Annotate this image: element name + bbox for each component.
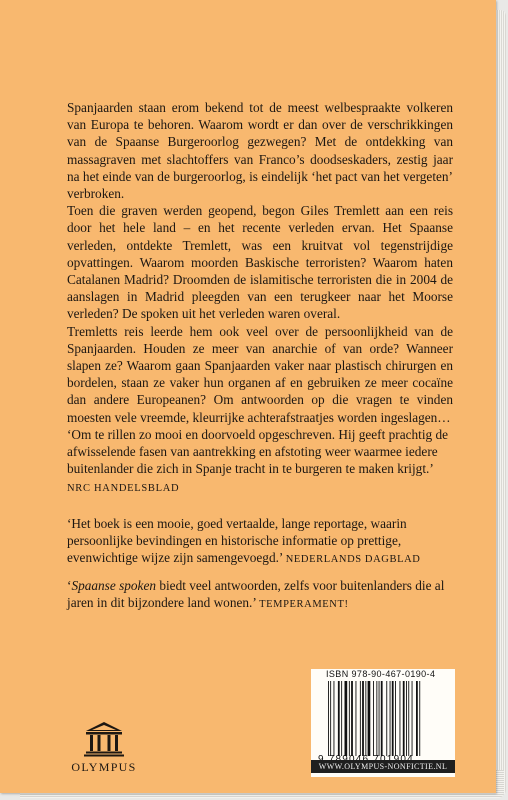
quote-text: biedt veel antwoorden, zelfs voor buitenlanders die al jaren in dit bijzondere land wonen.’ <box>67 578 445 611</box>
quote-source: NEDERLANDS DAGBLAD <box>285 554 421 566</box>
quote-source: TEMPERAMENT! <box>259 599 349 611</box>
quote-source: NRC HANDELSBLAD <box>67 482 180 494</box>
blurb-paragraph-2: Toen die graven werden geopend, begon Giles Tremlett aan een reis door het hele land – en het recente verleden ervan. Het Spaanse verleden, ontdekte Tremlett, was een kruitvat vol tegenstrijdige opvattingen. Waarom moorden Baskische terroristen? Waarom haten Catalanen Madrid? Droomden de islamitische terroristen die in 2004 de aanslagen in Madrid pleegden van een terugkeer naar het Moorse verleden? De spoken uit het verleden waren overal. <box>67 203 453 322</box>
review-quote-2 <box>67 515 453 569</box>
barcode <box>326 681 442 756</box>
review-quote-1 <box>67 426 453 497</box>
quote-text: ‘Om te rillen zo mooi en doorvoeld opgeschreven. Hij geeft prachtig de afwisselende fasen van aantrekking en afstoting weer waarmee iedere buitenlander die zich in Spanje tracht in te burgeren te maken krijgt.’ <box>67 427 449 477</box>
quote-text: ‘Het boek is een mooie, goed vertaalde, lange reportage, waarin persoonlijke bevindingen en historische informatie op prettige, evenwichtige wijze zijn samengevoegd.’ <box>67 516 407 566</box>
temple-icon <box>83 721 125 757</box>
isbn-label: ISBN 978-90-467-0190-4 <box>326 669 436 679</box>
blurb-paragraph-1: Spanjaarden staan erom bekend tot de meest welbespraakte volkeren van Europa te behoren. Waarom wordt er dan over de verschrikkingen van de Spaanse Burgeroorlog gezwegen? Met de ontdekking van massagraven met slachtoffers van Franco’s doodseskaders, zestig jaar na het einde van de burgeroorlog, is eindelijk ‘het pact van het vergeten’ verbroken. <box>67 100 453 202</box>
publisher-name: OLYMPUS <box>71 760 137 774</box>
book-title: Spaanse spoken <box>71 578 157 593</box>
publisher-url: WWW.OLYMPUS-NONFICTIE.NL <box>311 760 455 773</box>
quote-open-mark: ‘ <box>67 578 72 593</box>
review-quote-3 <box>67 577 453 613</box>
blurb-paragraph-3: Tremletts reis leerde hem ook veel over de persoonlijkheid van de Spanjaarden. Houden ze meer van anarchie of van orde? Wanneer slapen ze? Waarom gaan Spanjaarden vaker naar plastisch chirurgen en bordelen, staan ze vaker hun organen af en gebruiken ze meer cocaïne dan andere Europeanen? Om antwoorden op die vragen te vinden moesten vele vreemde, kleurrijke achterafstraatjes worden ingeslagen… <box>67 323 453 425</box>
blurb-text <box>67 99 453 426</box>
